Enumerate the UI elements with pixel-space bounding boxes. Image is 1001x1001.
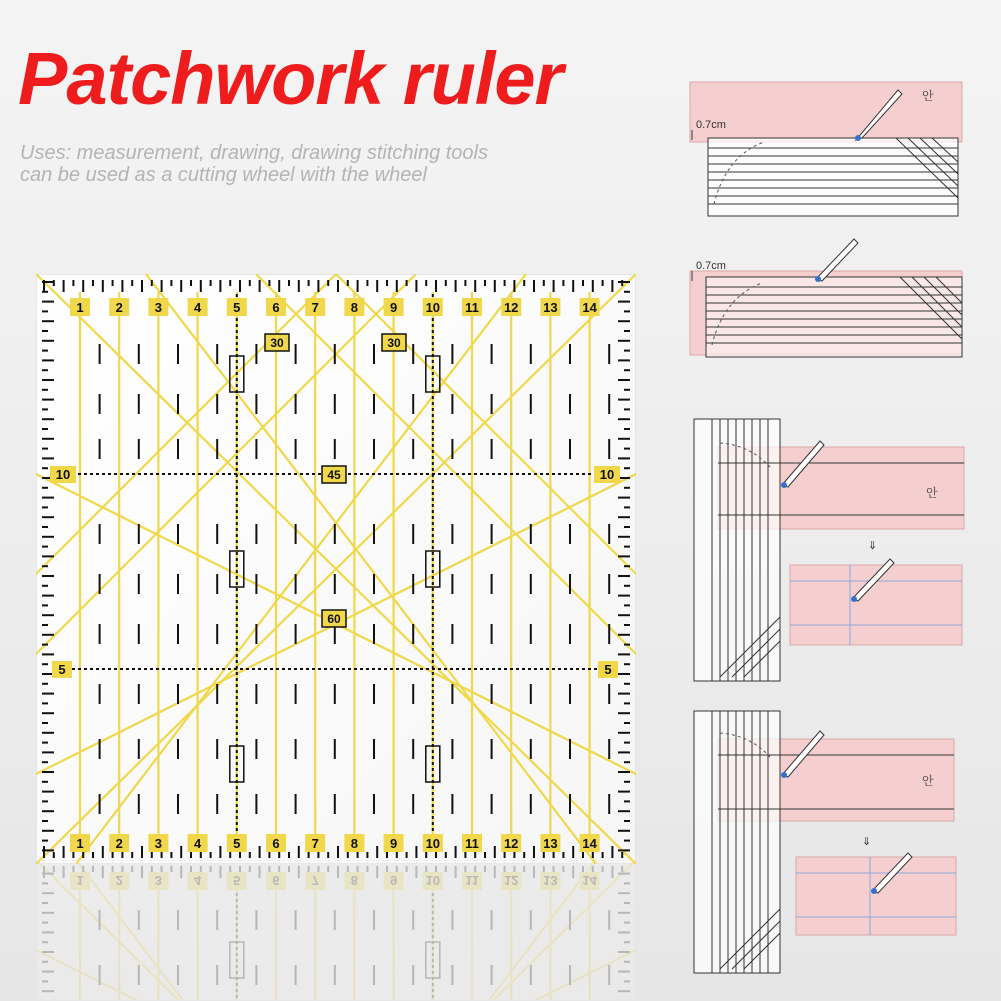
svg-text:9: 9 (389, 836, 398, 851)
svg-text:10: 10 (425, 300, 441, 315)
svg-text:안: 안 (922, 774, 934, 788)
subtitle-line-1: Uses: measurement, drawing, drawing stitching tools (20, 142, 488, 164)
svg-text:3: 3 (154, 836, 163, 851)
svg-text:9: 9 (389, 300, 398, 315)
top-number-2 (109, 298, 129, 316)
svg-text:2: 2 (115, 836, 123, 851)
bottom-number-11 (462, 834, 482, 852)
ruler-reflection (36, 860, 636, 1000)
svg-text:12: 12 (503, 300, 519, 315)
top-number-13 (540, 298, 560, 316)
left-label-10 (50, 466, 76, 483)
svg-text:9: 9 (389, 873, 398, 888)
top-number-10 (423, 298, 443, 316)
svg-text:5: 5 (233, 300, 241, 315)
svg-text:11: 11 (465, 873, 479, 888)
top-number-11 (462, 298, 482, 316)
svg-text:⇓: ⇓ (868, 540, 878, 552)
svg-text:2: 2 (115, 300, 123, 315)
svg-text:안: 안 (922, 89, 934, 103)
svg-text:2: 2 (115, 873, 123, 888)
top-number-12 (501, 298, 521, 316)
svg-text:60: 60 (327, 612, 341, 626)
svg-text:0.7cm: 0.7cm (696, 119, 726, 131)
svg-text:8: 8 (350, 873, 359, 888)
top-number-1 (70, 298, 90, 316)
svg-text:⇓: ⇓ (862, 836, 872, 848)
right-label-5 (598, 661, 618, 678)
svg-text:5: 5 (233, 873, 241, 888)
top-number-7 (305, 298, 325, 316)
svg-text:13: 13 (543, 300, 558, 315)
svg-text:8: 8 (350, 300, 359, 315)
svg-text:8: 8 (350, 836, 359, 851)
bottom-number-7 (305, 834, 325, 852)
svg-text:4: 4 (193, 300, 202, 315)
svg-text:10: 10 (425, 836, 441, 851)
bottom-number-14 (580, 834, 600, 852)
bottom-number-13 (540, 834, 560, 852)
top-number-8 (344, 298, 364, 316)
svg-text:1: 1 (76, 300, 84, 315)
svg-text:6: 6 (272, 836, 280, 851)
bottom-number-4 (188, 834, 208, 852)
usage-panel-4 (690, 705, 970, 980)
svg-text:0.7cm: 0.7cm (696, 260, 726, 272)
svg-text:13: 13 (543, 836, 558, 851)
svg-text:안: 안 (926, 486, 938, 500)
svg-text:14: 14 (582, 836, 597, 851)
svg-text:10: 10 (425, 873, 441, 888)
svg-text:7: 7 (311, 300, 319, 315)
svg-text:4: 4 (193, 873, 202, 888)
svg-text:12: 12 (503, 873, 519, 888)
bottom-number-1 (70, 834, 90, 852)
angle-label-30-left (265, 334, 289, 351)
bottom-number-6 (266, 834, 286, 852)
svg-text:10: 10 (55, 467, 71, 482)
svg-text:5: 5 (604, 662, 612, 677)
svg-text:1: 1 (76, 836, 84, 851)
svg-text:14: 14 (582, 873, 597, 888)
bottom-number-10 (423, 834, 443, 852)
angle-label-60 (322, 610, 346, 627)
svg-text:6: 6 (272, 300, 280, 315)
top-number-14 (580, 298, 600, 316)
svg-text:30: 30 (387, 336, 401, 350)
svg-text:14: 14 (582, 300, 597, 315)
right-label-10 (594, 466, 620, 483)
top-number-6 (266, 298, 286, 316)
svg-text:6: 6 (272, 873, 280, 888)
svg-text:7: 7 (311, 873, 319, 888)
svg-text:1: 1 (76, 873, 84, 888)
bottom-number-8 (344, 834, 364, 852)
svg-text:4: 4 (193, 836, 202, 851)
page-title: Patchwork ruler (18, 37, 563, 120)
top-number-3 (148, 298, 168, 316)
svg-text:3: 3 (154, 873, 163, 888)
bottom-number-5 (227, 834, 247, 852)
subtitle-line-2: can be used as a cutting wheel with the wheel (20, 164, 427, 186)
svg-text:7: 7 (311, 836, 319, 851)
bottom-number-2 (109, 834, 129, 852)
svg-text:11: 11 (465, 836, 479, 851)
top-number-9 (384, 298, 404, 316)
svg-text:3: 3 (154, 300, 163, 315)
usage-panel-1 (686, 80, 966, 220)
usage-panel-3 (690, 415, 970, 685)
svg-text:5: 5 (58, 662, 66, 677)
svg-text:30: 30 (270, 336, 284, 350)
svg-text:5: 5 (233, 836, 241, 851)
bottom-number-3 (148, 834, 168, 852)
svg-text:12: 12 (503, 836, 519, 851)
svg-text:13: 13 (543, 873, 558, 888)
patchwork-ruler-image (36, 274, 636, 864)
top-number-5 (227, 298, 247, 316)
angle-label-30-right (382, 334, 406, 351)
svg-text:10: 10 (599, 467, 615, 482)
left-label-5 (52, 661, 72, 678)
bottom-number-12 (501, 834, 521, 852)
top-number-4 (188, 298, 208, 316)
bottom-number-9 (384, 834, 404, 852)
usage-panel-2 (686, 235, 966, 365)
svg-text:11: 11 (465, 300, 479, 315)
svg-text:45: 45 (327, 468, 341, 482)
angle-label-45 (322, 466, 346, 483)
